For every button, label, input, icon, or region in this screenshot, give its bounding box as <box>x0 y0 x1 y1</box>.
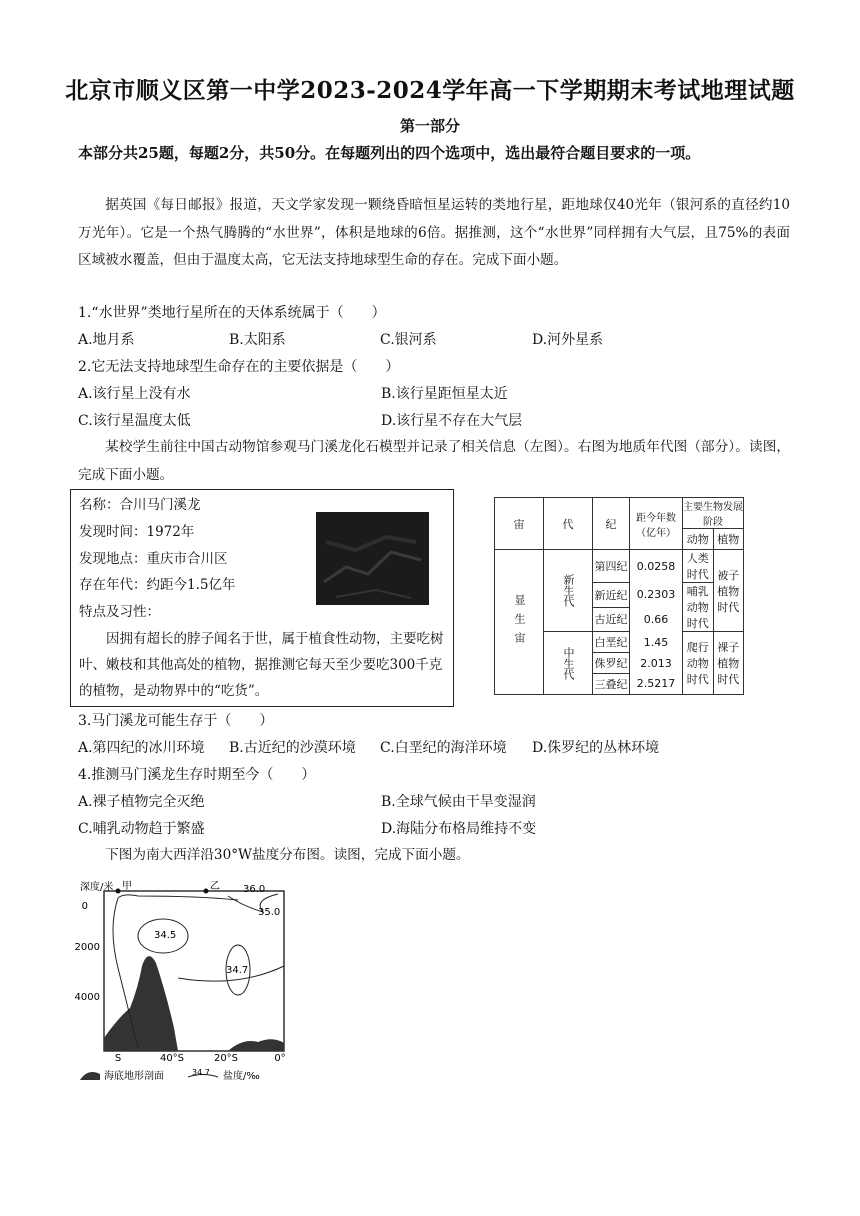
ytick-4000: 4000 <box>74 992 100 1003</box>
animal-mammal: 哺乳动物时代 <box>683 583 714 632</box>
q2-option-c[interactable]: C.该行星温度太低 <box>78 413 191 429</box>
q2-option-b[interactable]: B.该行星距恒星太近 <box>381 386 508 402</box>
xtick-40s: 40°S <box>159 1053 185 1064</box>
plant-angiosperm: 被子植物时代 <box>713 550 744 632</box>
th-plant: 植物 <box>713 529 744 550</box>
q3-option-c[interactable]: C.白垩纪的海洋环境 <box>380 740 507 756</box>
q4-option-a[interactable]: A.裸子植物完全灭绝 <box>78 794 205 810</box>
xtick-20s: 20°S <box>213 1053 239 1064</box>
section-heading: 第一部分 <box>399 117 460 135</box>
legend-terrain-label: 海底地形剖面 <box>104 1071 164 1082</box>
legend-contour-label: 盐度/‰ <box>223 1071 260 1082</box>
th-animal: 动物 <box>683 529 714 550</box>
th-era: 代 <box>544 498 593 550</box>
xtick-s: S <box>114 1053 122 1064</box>
th-period: 纪 <box>593 498 630 550</box>
page-title: 北京市顺义区第一中学2023-2024学年高一下学期期末考试地理试题 <box>65 77 795 104</box>
contour-36-0: 36.0 <box>243 884 266 895</box>
q3-option-b[interactable]: B.古近纪的沙漠环境 <box>229 740 356 756</box>
fossil-photo <box>316 512 429 605</box>
age-3: 0.66 <box>630 607 683 632</box>
q1-option-b[interactable]: B.太阳系 <box>229 332 286 348</box>
question-3-stem: 3.马门溪龙可能生存于（ ） <box>78 713 274 729</box>
legend-terrain-swatch <box>80 1072 100 1080</box>
animal-reptile: 爬行动物时代 <box>683 632 714 695</box>
point-yi: 乙 <box>210 881 220 892</box>
geologic-time-table <box>494 497 744 695</box>
point-jia: 甲 <box>122 881 132 892</box>
q4-option-b[interactable]: B.全球气候由干旱变湿润 <box>381 794 536 810</box>
info-found-time: 发现时间：1972年 <box>79 524 195 540</box>
info-traits-label: 特点及习性： <box>79 604 160 620</box>
period-jurassic: 侏罗纪 <box>593 653 630 674</box>
contour-34-7: 34.7 <box>226 965 249 976</box>
ytick-2000: 2000 <box>74 942 100 953</box>
period-quaternary: 第四纪 <box>593 550 630 583</box>
q2-option-d[interactable]: D.该行星不存在大气层 <box>381 413 523 429</box>
question-2-stem: 2.它无法支持地球型生命存在的主要依据是（ ） <box>78 359 400 375</box>
xtick-0: 0° <box>274 1053 286 1064</box>
animal-human: 人类时代 <box>683 550 714 583</box>
info-era: 存在年代：约距今1.5亿年 <box>79 577 236 593</box>
seafloor-terrain <box>104 956 178 1051</box>
age-4: 1.45 <box>630 632 683 653</box>
age-5: 2.013 <box>630 653 683 674</box>
period-paleogene: 古近纪 <box>593 607 630 632</box>
passage-3: 下图为南大西洋沿30°W盐度分布图。读图，完成下面小题。 <box>105 847 470 863</box>
period-cretaceous: 白垩纪 <box>593 632 630 653</box>
passage-1: 据英国《每日邮报》报道，天文学家发现一颗绕昏暗恒星运转的类地行星，距地球仅40光年（银河系的直径约10万光年）。它是一个热气腾腾的“水世界”，体积是地球的6倍。据推测，这个“水世界”同样拥有大气层，且75%的表面区域被水覆盖，但由于温度太高，它无法支持地球型生命的存在。完成下面小题。 <box>78 197 790 268</box>
period-neogene: 新近纪 <box>593 583 630 608</box>
q4-option-c[interactable]: C.哺乳动物趋于繁盛 <box>78 821 205 837</box>
era-cenozoic: 新生代 <box>544 550 593 632</box>
info-traits: 因拥有超长的脖子闻名于世，属于植食性动物，主要吃树叶、嫩枝和其他高处的植物，据推测它每天至少要吃300千克的植物，是动物界中的“吃货”。 <box>79 631 444 699</box>
depth-axis-label: 深度/米 <box>80 882 114 893</box>
ytick-0: 0 <box>81 901 88 912</box>
salinity-profile-figure <box>74 878 308 1083</box>
age-6: 2.5217 <box>630 674 683 695</box>
legend-contour-value: 34.7 <box>192 1068 210 1077</box>
seafloor-terrain-east <box>228 1039 284 1051</box>
info-name: 名称：合川马门溪龙 <box>79 497 201 513</box>
age-1: 0.0258 <box>630 550 683 583</box>
q1-option-d[interactable]: D.河外星系 <box>532 332 604 348</box>
contour-35-0: 35.0 <box>258 907 281 918</box>
q3-option-a[interactable]: A.第四纪的冰川环境 <box>78 740 205 756</box>
q4-option-d[interactable]: D.海陆分布格局维持不变 <box>381 821 537 837</box>
q3-option-d[interactable]: D.侏罗纪的丛林环境 <box>532 740 660 756</box>
period-triassic: 三叠纪 <box>593 674 630 695</box>
plant-gymnosperm: 裸子植物时代 <box>713 632 744 695</box>
contour-34-5: 34.5 <box>154 930 177 941</box>
question-1-stem: 1.“水世界”类地行星所在的天体系统属于（ ） <box>78 305 386 321</box>
q1-option-a[interactable]: A.地月系 <box>78 332 135 348</box>
eon-phanerozoic: 显生宙 <box>495 550 544 695</box>
th-age: 距今年数（亿年） <box>630 498 683 550</box>
fossil-photo-texture <box>316 512 429 605</box>
info-found-place: 发现地点：重庆市合川区 <box>79 551 228 567</box>
q2-option-a[interactable]: A.该行星上没有水 <box>78 386 191 402</box>
passage-2: 某校学生前往中国古动物馆参观马门溪龙化石模型并记录了相关信息（左图）。右图为地质年代图（部分）。读图，完成下面小题。 <box>78 439 790 483</box>
era-mesozoic: 中生代 <box>544 632 593 695</box>
th-life-stage: 主要生物发展阶段 <box>683 498 744 529</box>
section-instruction: 本部分共25题，每题2分，共50分。在每题列出的四个选项中，选出最符合题目要求的一项。 <box>78 144 701 162</box>
th-eon: 宙 <box>495 498 544 550</box>
q1-option-c[interactable]: C.银河系 <box>380 332 437 348</box>
question-4-stem: 4.推测马门溪龙生存时期至今（ ） <box>78 767 316 783</box>
age-2: 0.2303 <box>630 583 683 608</box>
